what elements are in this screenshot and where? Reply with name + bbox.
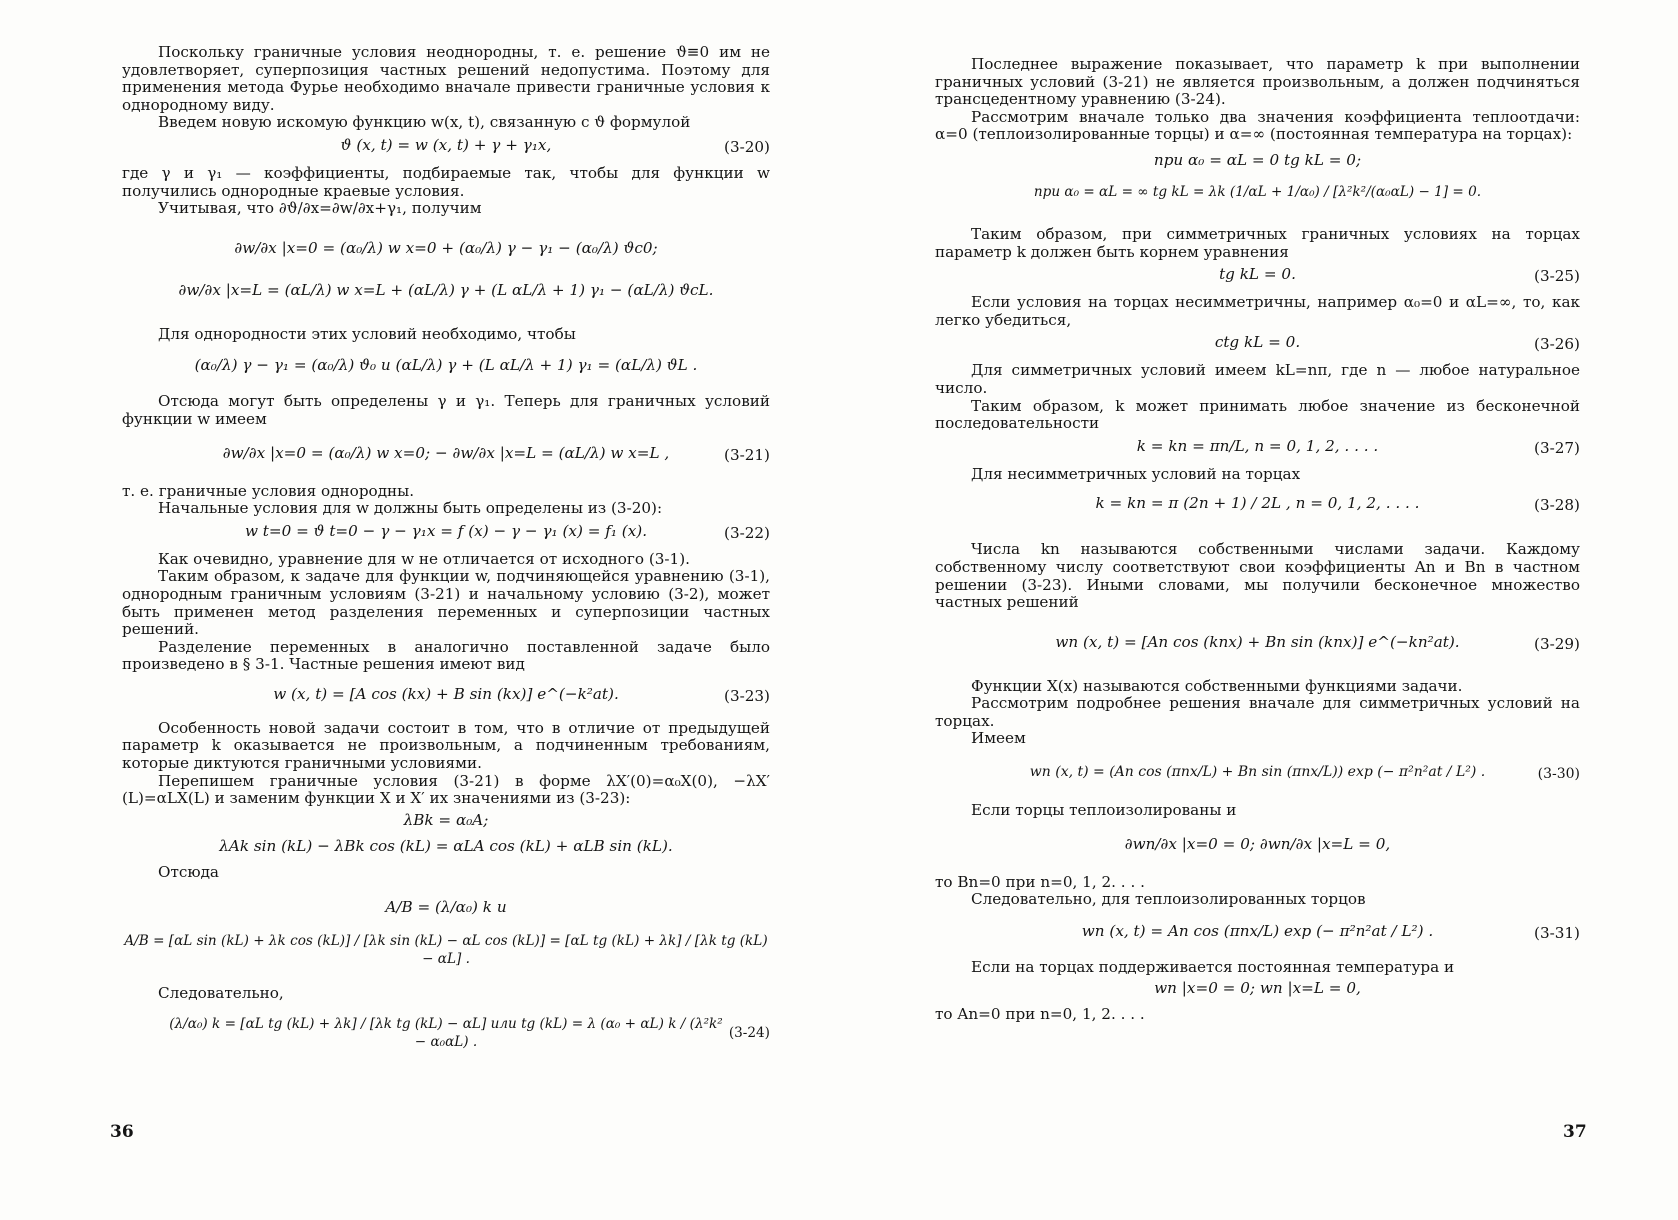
paragraph: Разделение переменных в аналогично поставленной задаче было произведено в § 3-1. Частные решения имеют вид	[122, 637, 770, 674]
equation-3-24	[122, 1016, 770, 1051]
equation-homogeneity	[122, 357, 770, 379]
equation-body: ∂w/∂x |x=0 = (α₀/λ) w x=0 + (α₀/λ) γ − γ₁ − (α₀/λ) ϑc0;	[234, 238, 658, 257]
paragraph: Числа kn называются собственными числами задачи. Каждому собственному числу соответствуют свои коэффициенты An и Bn в частном решении (3-23). Иными словами, мы получили бесконечное множество частных решений	[935, 540, 1580, 612]
equation-constant-temp	[935, 184, 1580, 206]
paragraph: Следовательно,	[158, 983, 284, 1002]
paragraph: Рассмотрим вначале только два значения коэффициента теплоотдачи: α=0 (теплоизолированные торцы) и α=∞ (постоянная температура на торцах):	[935, 107, 1580, 144]
equation-body: ∂w/∂x |x=0 = (α₀/λ) w x=0; − ∂w/∂x |x=L = (αL/λ) w x=L ,	[222, 443, 670, 462]
equation-body: ∂wn/∂x |x=0 = 0; ∂wn/∂x |x=L = 0,	[1124, 834, 1391, 853]
equation-ratio-ab	[122, 899, 770, 921]
equation-3-20	[122, 137, 770, 159]
equation-body: A/B = (λ/α₀) k и	[385, 898, 507, 917]
equation-number: (3-25)	[1534, 267, 1580, 286]
equation-boundary-x0	[122, 240, 770, 262]
paragraph: Если условия на торцах несимметричны, например α₀=0 и αL=∞, то, как легко убедиться,	[935, 293, 1580, 329]
paragraph: Таким образом, при симметричных граничных условиях на торцах параметр k должен быть корнем уравнения	[935, 224, 1580, 261]
equation-3-31	[935, 923, 1580, 945]
left-page	[122, 44, 770, 1059]
paragraph: Поскольку граничные условия неоднородны, т. е. решение ϑ≡0 им не удовлетворяет, суперпозиция частных решений недопустима. Поэтому для применения метода Фурье необходимо вначале привести граничные условия к однородному виду.	[122, 43, 770, 114]
equation-body: w (x, t) = [A cos (kx) + B sin (kx)] e^(−k²at).	[273, 684, 619, 703]
paragraph: Таким образом, к задаче для функции w, подчиняющейся уравнению (3-1), однородным граничным условиям (3-21) и начальному условию (3-2), может быть применен метод разделения переменных и суперпозиции частных решений.	[122, 567, 770, 639]
paragraph: Для симметричных условий имеем kL=nπ, где n — любое натуральное число.	[935, 361, 1580, 397]
equation-body: wn |x=0 = 0; wn |x=L = 0,	[1154, 979, 1361, 998]
equation-body: (λ/α₀) k = [αL tg (kL) + λk] / [λk tg (kL) − αL] или tg (kL) = λ (α₀ + αL) k / (λ²k² − α₀αL) .	[169, 1016, 723, 1050]
equation-3-22	[122, 523, 770, 545]
equation-body: wn (x, t) = An cos (πnx/L) exp (− π²n²at / L²) .	[1081, 921, 1434, 940]
equation-number: (3-21)	[724, 445, 770, 464]
equation-body: wn (x, t) = [An cos (knx) + Bn sin (knx)] e^(−kn²at).	[1055, 632, 1460, 651]
paragraph: Таким образом, k может принимать любое значение из бесконечной последовательности	[935, 396, 1580, 433]
equation-3-25	[935, 266, 1580, 288]
paragraph: Если торцы теплоизолированы и	[971, 801, 1237, 820]
equation-body: при α₀ = αL = 0 tg kL = 0;	[1153, 150, 1362, 169]
paragraph: Перепишем граничные условия (3-21) в форме λX′(0)=α₀X(0), −λX′(L)=αLX(L) и заменим функции X и X′ их значениями из (3-23):	[122, 771, 770, 808]
equation-body: w t=0 = ϑ t=0 − γ − γ₁x = f (x) − γ − γ₁ (x) = f₁ (x).	[244, 521, 648, 540]
equation-body: при α₀ = αL = ∞ tg kL = λk (1/αL + 1/α₀) / [λ²k²/(α₀αL) − 1] = 0.	[1033, 183, 1482, 200]
equation-boundary-substituted	[122, 838, 770, 860]
equation-body: ∂w/∂x |x=L = (αL/λ) w x=L + (αL/λ) γ + (L αL/λ + 1) γ₁ − (αL/λ) ϑcL.	[178, 280, 714, 299]
equation-number: (3-29)	[1534, 634, 1580, 653]
equation-insulated-boundary	[935, 836, 1580, 858]
equation-body: (α₀/λ) γ − γ₁ = (α₀/λ) ϑ₀ и (αL/λ) γ + (L αL/λ + 1) γ₁ = (αL/λ) ϑL .	[194, 356, 698, 375]
equation-number: (3-24)	[728, 1025, 770, 1042]
paragraph: Для однородности этих условий необходимо, чтобы	[158, 324, 576, 343]
equation-number: (3-26)	[1534, 335, 1580, 354]
equation-3-21	[122, 445, 770, 467]
equation-body: ctg kL = 0.	[1214, 333, 1301, 352]
equation-3-29	[935, 634, 1580, 656]
equation-insulated	[935, 152, 1580, 174]
equation-body: tg kL = 0.	[1219, 265, 1296, 284]
equation-body: λBk = α₀A;	[403, 810, 489, 829]
page-number: 36	[110, 1122, 134, 1142]
paragraph: Введем новую искомую функцию w(x, t), связанную с ϑ формулой	[158, 113, 691, 132]
equation-ratio-ab-expanded	[122, 933, 770, 968]
paragraph: Начальные условия для w должны быть определены из (3-20):	[158, 499, 663, 518]
equation-number: (3-31)	[1534, 924, 1580, 943]
equation-3-23	[122, 686, 770, 708]
equation-body: k = kn = πn/L, n = 0, 1, 2, . . . .	[1136, 436, 1379, 455]
paragraph: Рассмотрим подробнее решения вначале для симметричных условий на торцах.	[935, 694, 1580, 730]
equation-boundary-xL	[122, 282, 770, 304]
equation-body: k = kn = π (2n + 1) / 2L , n = 0, 1, 2, . . . .	[1095, 494, 1420, 513]
paragraph: Следовательно, для теплоизолированных торцов	[971, 890, 1366, 909]
paragraph: т. е. граничные условия однородны.	[122, 481, 415, 500]
page-number: 37	[1563, 1122, 1587, 1142]
paragraph: то An=0 при n=0, 1, 2. . . .	[935, 1005, 1145, 1024]
equation-3-28	[935, 495, 1580, 517]
equation-number: (3-30)	[1537, 766, 1580, 783]
paragraph: Особенность новой задачи состоит в том, что в отличие от предыдущей параметр k оказывается не произвольным, а подчиненным требованиям, которые диктуются граничными условиями.	[122, 718, 770, 773]
equation-3-26	[935, 334, 1580, 356]
right-page	[935, 56, 1580, 1024]
equation-lambda-bk	[122, 812, 770, 834]
equation-3-30	[935, 764, 1580, 786]
paragraph: Как очевидно, уравнение для w не отличается от исходного (3-1).	[158, 549, 690, 568]
equation-3-27	[935, 438, 1580, 460]
paragraph: Отсюда могут быть определены γ и γ₁. Теперь для граничных условий функции w имеем	[122, 392, 770, 428]
paragraph: Отсюда	[158, 862, 219, 881]
equation-number: (3-27)	[1534, 438, 1580, 457]
paragraph: Для несимметричных условий на торцах	[971, 464, 1301, 483]
equation-number: (3-28)	[1534, 496, 1580, 515]
equation-constant-temp-boundary	[935, 980, 1580, 1002]
paragraph: Имеем	[971, 729, 1026, 748]
paragraph: то Bn=0 при n=0, 1, 2. . . .	[935, 872, 1145, 891]
paragraph: Если на торцах поддерживается постоянная температура и	[971, 957, 1455, 976]
equation-number: (3-23)	[724, 687, 770, 706]
paragraph: где γ и γ₁ — коэффициенты, подбираемые так, чтобы для функции w получились однородные краевые условия.	[122, 163, 770, 200]
equation-number: (3-22)	[724, 523, 770, 542]
equation-body: wn (x, t) = (An cos (πnx/L) + Bn sin (πnx/L)) exp (− π²n²at / L²) .	[1029, 764, 1486, 781]
equation-body: A/B = [αL sin (kL) + λk cos (kL)] / [λk sin (kL) − αL cos (kL)] = [αL tg (kL) + λk] / [λk tg (kL) − αL] .	[124, 933, 768, 968]
paragraph: Функции X(x) называются собственными функциями задачи.	[971, 676, 1463, 695]
paragraph: Последнее выражение показывает, что параметр k при выполнении граничных условий (3-21) не является произвольным, а должен подчиняться трансцедентному уравнению (3-24).	[935, 55, 1580, 109]
paragraph: Учитывая, что ∂ϑ/∂x=∂w/∂x+γ₁, получим	[158, 199, 482, 218]
equation-number: (3-20)	[724, 138, 770, 157]
equation-body: λAk sin (kL) − λBk cos (kL) = αLA cos (kL) + αLB sin (kL).	[219, 836, 673, 855]
equation-body: ϑ (x, t) = w (x, t) + γ + γ₁x,	[340, 135, 552, 154]
